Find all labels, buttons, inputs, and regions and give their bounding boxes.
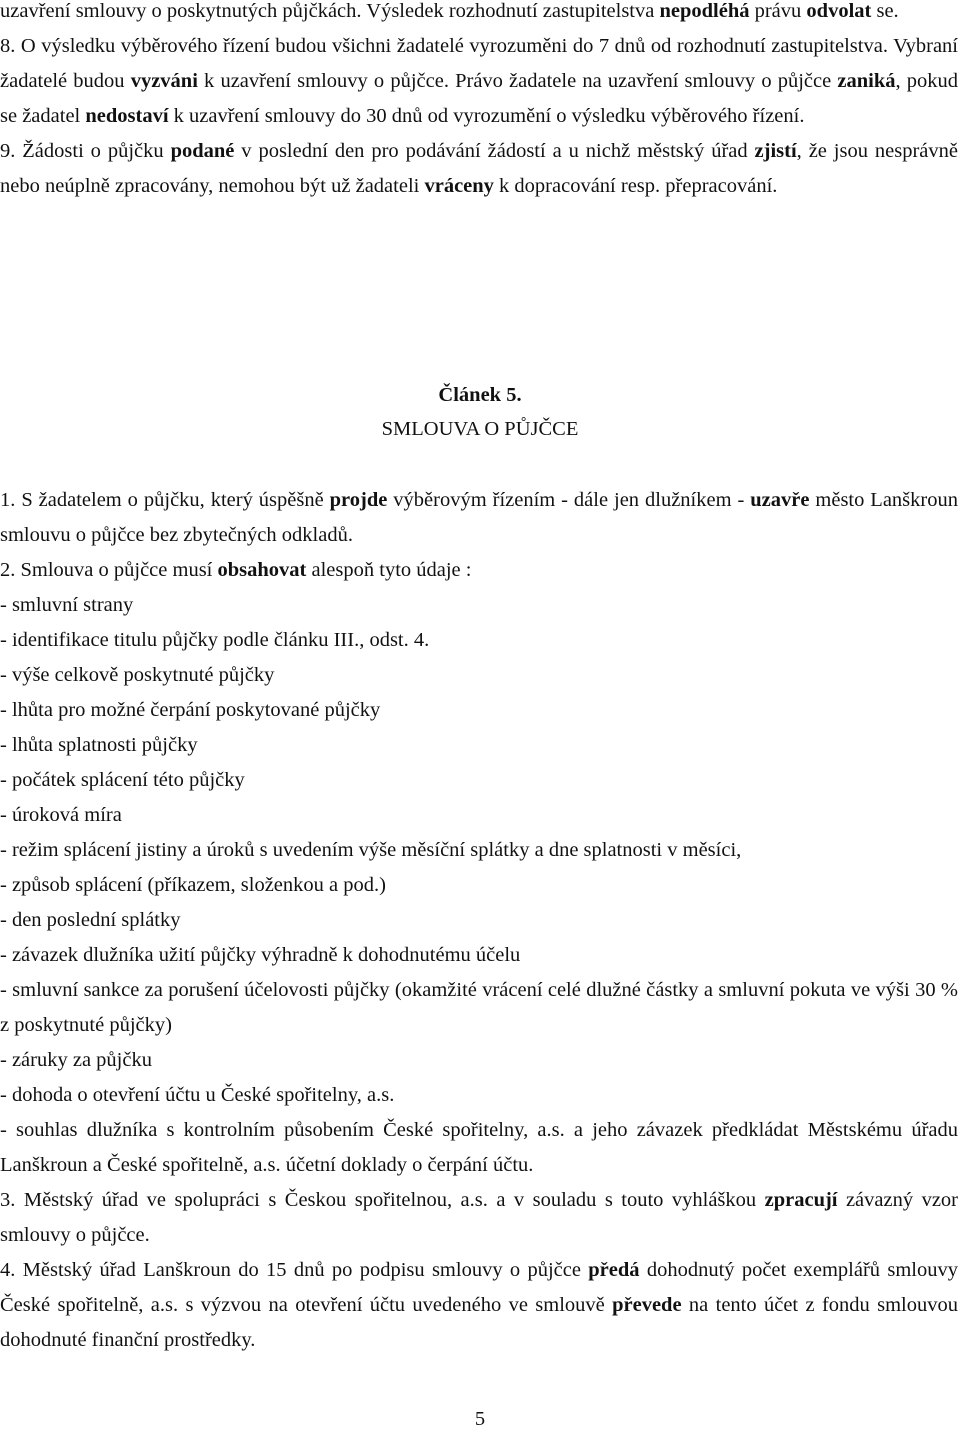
list-item: - smluvní strany [0,594,134,616]
paragraph-1 [0,483,958,553]
paragraph-9 [0,134,958,204]
bold-run: předá [588,1259,640,1281]
text-run: 9. Žádosti o půjčku [0,140,171,162]
text-run: závazný vzor smlouvy o půjčce. [0,1189,958,1246]
list-item: - výše celkově poskytnuté půjčky [0,664,275,686]
text-run: 1. S žadatelem o půjčku, který úspěšně [0,489,330,511]
bold-run: zpracují [764,1189,838,1211]
page-number: 5 [474,1408,486,1430]
top-section [0,0,958,204]
paragraph-2 [0,553,958,588]
bold-run: zaniká [837,70,896,92]
bold-run: vráceny [424,175,494,197]
list-item: - počátek splácení této půjčky [0,769,245,791]
list-item: - záruky za půjčku [0,1049,152,1071]
text-run: na tento účet z fondu smlouvou dohodnuté finanční prostředky. [0,1294,959,1351]
paragraph-3 [0,1183,958,1253]
article-title: SMLOUVA O PŮJČCE [381,418,579,440]
paragraph-4 [0,1253,958,1358]
bold-run: podané [170,140,235,162]
list-item: - způsob splácení (příkazem, složenkou a pod.) [0,874,386,896]
text-run: výběrovým řízením - dále jen dlužníkem - [387,489,751,511]
text-run: k uzavření smlouvy do 30 dnů od vyrozumění o výsledku výběrového řízení. [168,105,805,127]
list-item: - režim splácení jistiny a úroků s uvedením výše měsíční splátky a dne splatnosti v měsíci, [0,839,742,861]
list-item: - závazek dlužníka užití půjčky výhradně k dohodnutému účelu [0,944,521,966]
list-item: - den poslední splátky [0,909,181,931]
bold-run: obsahovat [217,559,307,581]
list-item: - lhůta pro možné čerpání poskytované půjčky [0,699,381,721]
text-run: k dopracování resp. přepracování. [493,175,778,197]
text-run: k uzavření smlouvy o půjčce. Právo žadatele na uzavření smlouvy o půjčce [197,70,838,92]
list-item: - lhůta splatnosti půjčky [0,734,198,756]
list-item: - souhlas dlužníka s kontrolním působením České spořitelny, a.s. a jeho závazek předkládat Městskému úřadu Lanškroun a České spořitelně, a.s. účetní doklady o čerpání účtu. [0,1119,958,1176]
bold-run: nepodléhá [659,0,750,22]
bold-run: vyzváni [130,70,198,92]
text-run: právu [749,0,807,22]
text-run: uzavření smlouvy o poskytnutých půjčkách. Výsledek rozhodnutí zastupitelstva [0,0,660,22]
paragraph-8 [0,29,958,134]
list-item: - dohoda o otevření účtu u České spořitelny, a.s. [0,1084,395,1106]
text-run: v poslední den pro podávání žádostí a u nichž městský úřad [234,140,755,162]
bold-run: převede [612,1294,682,1316]
text-run: město Lanškroun smlouvu o půjčce bez zbytečných odkladů. [0,489,958,546]
article-body [0,483,958,1358]
text-run: , že jsou nesprávně nebo neúplně zpracovány, nemohou být už žadateli [0,140,958,197]
text-run: , pokud se žadatel [0,70,959,127]
article-number: Článek 5. [438,384,522,406]
bold-run: zjistí [754,140,797,162]
text-run: dohodnutý počet exemplářů smlouvy České spořitelně, a.s. s výzvou na otevření účtu uvedeného ve smlouvě [0,1259,958,1316]
bold-run: uzavře [750,489,810,511]
text-run: alespoň tyto údaje : [306,559,472,581]
text-run: 4. Městský úřad Lanškroun do 15 dnů po podpisu smlouvy o půjčce [0,1259,589,1281]
bold-run: nedostaví [85,105,169,127]
text-run: 8. O výsledku výběrového řízení budou všichni žadatelé vyrozuměni do 7 dnů od rozhodnutí zastupitelstva. Vybraní žadatelé budou [0,35,958,92]
text-run: 3. Městský úřad ve spolupráci s Českou spořitelnou, a.s. a v souladu s touto vyhláškou [0,1189,765,1211]
list-item: - úroková míra [0,804,122,826]
bold-run: odvolat [806,0,872,22]
list-item: - identifikace titulu půjčky podle článku III., odst. 4. [0,629,430,651]
list-item: - smluvní sankce za porušení účelovosti půjčky (okamžité vrácení celé dlužné částky a smluvní pokuta ve výši 30 % z poskytnuté půjčky) [0,979,958,1036]
bold-run: projde [329,489,388,511]
text-run: se. [871,0,899,22]
paragraph-intro [0,0,958,29]
text-run: 2. Smlouva o půjčce musí [0,559,218,581]
